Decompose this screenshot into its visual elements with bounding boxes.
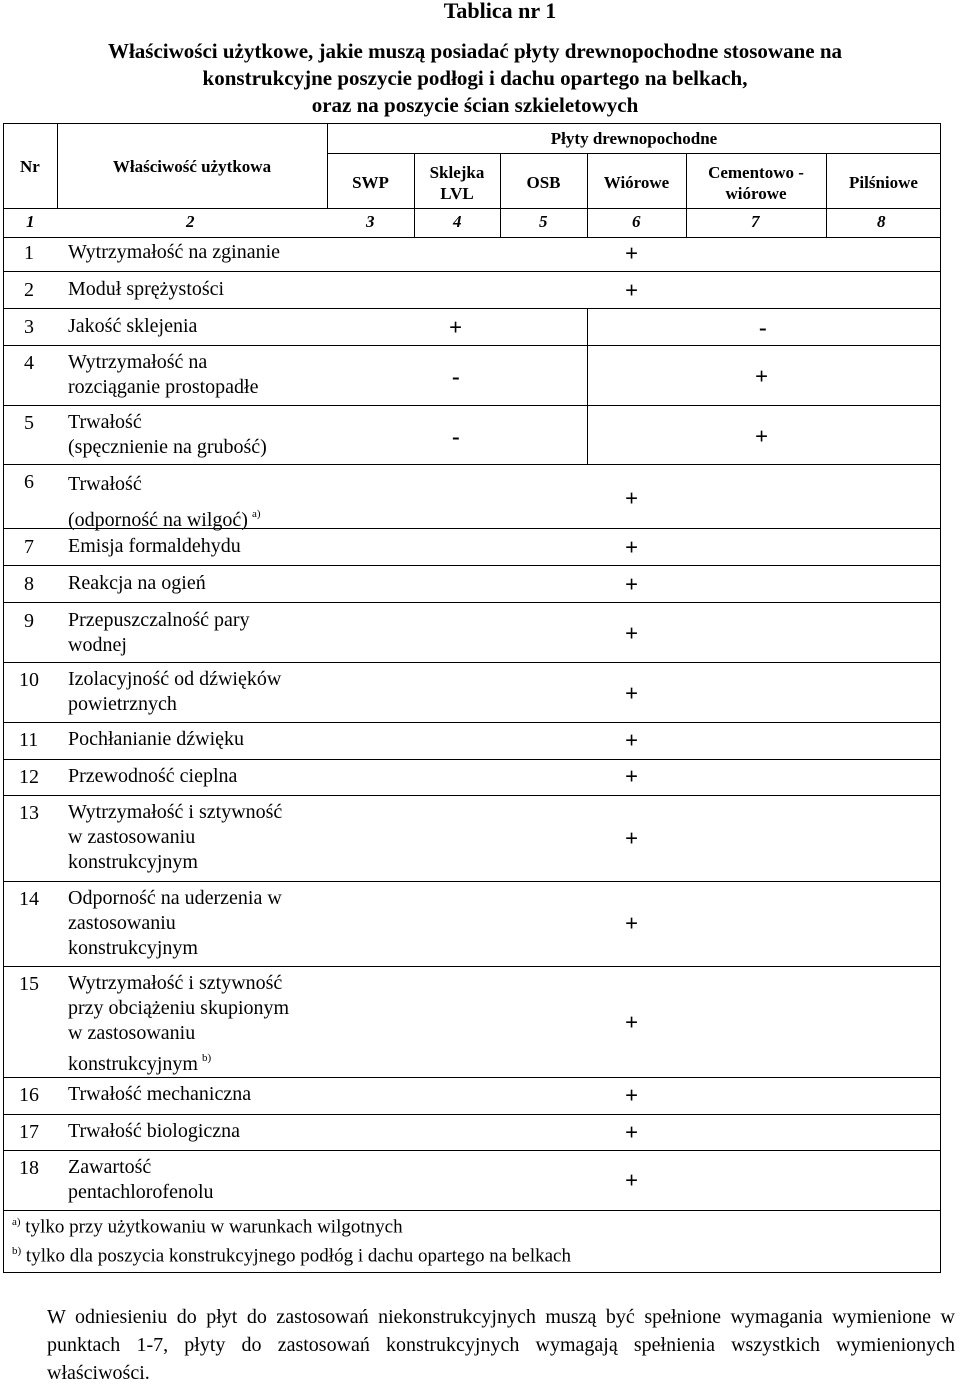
label-line: Wytrzymałość i sztywność	[68, 972, 283, 994]
label-line: Trwałość mechaniczna	[68, 1083, 252, 1105]
requirement-mark: +	[755, 424, 769, 449]
column-number: 4	[453, 212, 462, 231]
property-label	[68, 727, 244, 752]
label-line: przy obciążeniu skupionym	[68, 997, 290, 1019]
requirement-mark: +	[625, 1168, 639, 1193]
label-line: pentachlorofenolu	[68, 1181, 214, 1203]
label-line: Jakość sklejenia	[68, 315, 198, 337]
footnote-b	[12, 1245, 571, 1267]
requirement-mark: +	[625, 1010, 639, 1035]
property-label	[68, 800, 282, 875]
footnote-ref-b: b)	[202, 1052, 212, 1064]
property-label	[68, 1119, 240, 1144]
property-label	[68, 1155, 214, 1205]
label-line: konstrukcyjnym	[68, 851, 198, 873]
row-number: 2	[24, 279, 34, 301]
property-label	[68, 667, 281, 717]
property-label	[68, 764, 237, 789]
label-line: (spęcznienie na grubość)	[68, 436, 267, 458]
requirement-mark: -	[759, 315, 767, 340]
caption-line: Właściwości użytkowe, jakie muszą posiadać płyty drewnopochodne stosowane na	[107, 39, 843, 63]
column-header-pilsniowe: Pilśniowe	[849, 173, 918, 192]
requirement-mark: +	[449, 315, 463, 340]
row-number: 16	[19, 1084, 39, 1106]
requirement-mark: +	[625, 486, 639, 511]
column-number: 8	[877, 212, 886, 231]
footnote-mark: a)	[12, 1216, 21, 1228]
property-header: Właściwość użytkowa	[112, 157, 272, 176]
label-line: Trwałość	[68, 411, 142, 433]
row-number: 18	[19, 1157, 39, 1179]
property-label	[68, 886, 282, 961]
footnote-text: tylko przy użytkowaniu w warunkach wilgotnych	[25, 1216, 403, 1238]
column-header-swp: SWP	[352, 173, 389, 192]
requirement-mark: +	[625, 826, 639, 851]
footnote-text: tylko dla poszycia konstrukcyjnego podłóg i dachu opartego na belkach	[25, 1245, 571, 1267]
label-line: wodnej	[68, 634, 127, 656]
row-number: 15	[19, 973, 39, 995]
column-number: 5	[539, 212, 548, 231]
label-line: Moduł sprężystości	[68, 278, 225, 300]
caption-line: oraz na poszycie ścian szkieletowych	[311, 93, 639, 117]
property-label	[68, 571, 206, 596]
label-line: powietrznych	[68, 693, 177, 715]
column-number: 7	[751, 212, 760, 231]
column-header-osb: OSB	[526, 173, 561, 192]
requirement-mark: -	[452, 424, 460, 449]
row-number: 5	[24, 412, 34, 434]
column-number: 3	[366, 212, 375, 231]
summary-paragraph: W odniesieniu do płyt do zastosowań niekonstrukcyjnych muszą być spełnione wymagania wymienione w punktach 1-7, płyty do zastosowań konstrukcyjnych wymagają spełnienia wszystkich wymienionych właściwości.	[47, 1306, 955, 1384]
row-number: 9	[24, 610, 34, 632]
requirement-mark: +	[625, 241, 639, 266]
requirement-mark: +	[625, 681, 639, 706]
label-line: Reakcja na ogień	[68, 572, 206, 594]
label-line: w zastosowaniu	[68, 826, 196, 848]
requirement-mark: +	[755, 364, 769, 389]
table-title: Tablica nr 1	[443, 0, 557, 23]
row-number: 1	[24, 242, 34, 264]
label-line: Trwałość biologiczna	[68, 1120, 241, 1142]
footnote-ref-a: a)	[251, 508, 261, 520]
requirement-mark: +	[625, 621, 639, 646]
row-number: 8	[24, 573, 34, 595]
label-line: Emisja formaldehydu	[68, 535, 241, 557]
row-number: 10	[19, 669, 39, 691]
property-label	[68, 410, 267, 460]
label-line: Wytrzymałość i sztywność	[68, 801, 283, 823]
requirement-mark: +	[625, 1120, 639, 1145]
row-number: 13	[19, 802, 39, 824]
requirement-mark: -	[452, 364, 460, 389]
row-number: 4	[24, 352, 34, 374]
property-label	[68, 534, 241, 559]
requirement-mark: +	[625, 278, 639, 303]
row-number: 11	[19, 729, 39, 751]
label-line: Przewodność cieplna	[68, 765, 238, 787]
requirement-mark: +	[625, 535, 639, 560]
property-label	[68, 350, 258, 400]
property-label	[68, 608, 250, 658]
label-line: Wytrzymałość na zginanie	[68, 241, 281, 263]
property-label	[68, 240, 280, 265]
column-number: 2	[186, 212, 195, 231]
label-line: Odporność na uderzenia w	[68, 887, 282, 909]
label-line: rozciąganie prostopadłe	[68, 376, 259, 398]
requirement-mark: +	[625, 1083, 639, 1108]
property-label	[68, 1082, 251, 1107]
label-line: konstrukcyjnym	[68, 1053, 198, 1075]
label-line: zastosowaniu	[68, 912, 176, 934]
requirement-mark: +	[625, 572, 639, 597]
label-line: konstrukcyjnym	[68, 937, 198, 959]
label-line: Wytrzymałość na	[68, 351, 208, 373]
label-line: Trwałość	[68, 473, 142, 495]
row-number: 17	[19, 1121, 39, 1143]
row-number: 12	[19, 766, 39, 788]
label-line: (odporność na wilgoć)	[68, 509, 248, 531]
row-number: 6	[24, 471, 34, 493]
property-label	[68, 314, 197, 339]
caption-line: konstrukcyjne poszycie podłogi i dachu opartego na belkach,	[202, 66, 748, 90]
row-number: 3	[24, 316, 34, 338]
label-line: Pochłanianie dźwięku	[68, 728, 245, 750]
property-label	[68, 277, 224, 302]
requirement-mark: +	[625, 911, 639, 936]
row-number: 14	[19, 888, 39, 910]
property-label	[68, 469, 261, 535]
requirement-mark: +	[625, 764, 639, 789]
label-line: Przepuszczalność pary	[68, 609, 250, 631]
requirement-mark: +	[625, 728, 639, 753]
row-number: 7	[24, 536, 34, 558]
footnote-mark: b)	[12, 1245, 22, 1257]
label-line: Izolacyjność od dźwięków	[68, 668, 282, 690]
property-label	[68, 971, 289, 1077]
column-header-sklejka-lvl: Sklejka LVL	[429, 163, 485, 203]
column-number: 1	[26, 212, 35, 231]
column-header-cementowo-wiorowe: Cementowo - wiórowe	[708, 163, 804, 203]
nr-header: Nr	[20, 157, 40, 176]
boards-group-header: Płyty drewnopochodne	[550, 129, 718, 148]
label-line: w zastosowaniu	[68, 1022, 196, 1044]
column-number: 6	[632, 212, 641, 231]
label-line: Zawartość	[68, 1156, 152, 1178]
footnote-a	[12, 1216, 403, 1238]
column-header-wiorowe: Wiórowe	[603, 173, 670, 192]
